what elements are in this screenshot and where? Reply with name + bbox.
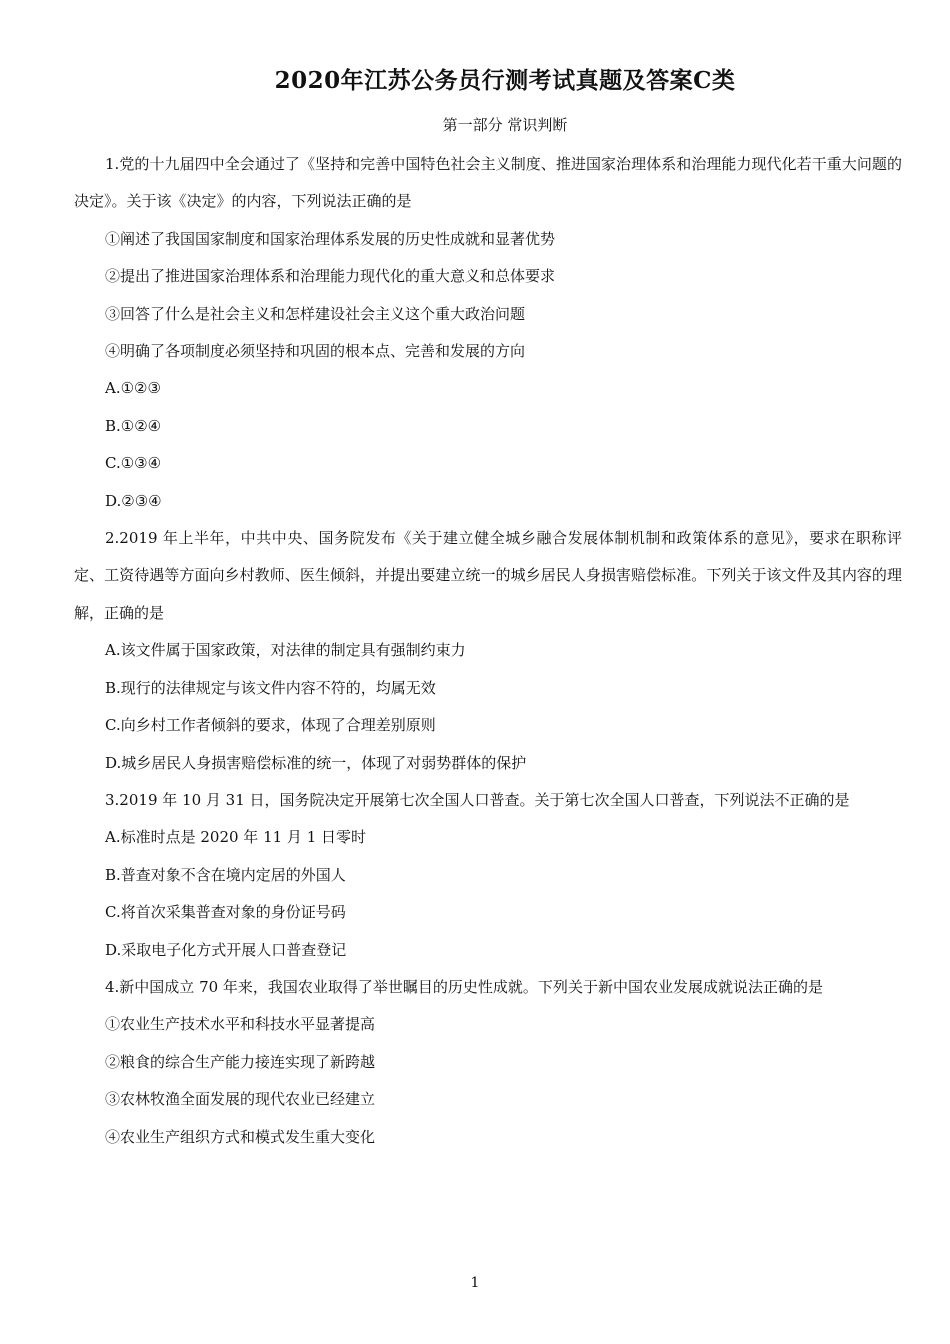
- document-body: [74, 146, 902, 1156]
- question-3-option-d: D.采取电子化方式开展人口普查登记: [105, 940, 347, 959]
- question-3-option-a: A.标准时点是 2020 年 11 月 1 日零时: [105, 828, 367, 847]
- question-1-option-c: C.①③④: [105, 454, 162, 473]
- page-number: 1: [470, 1275, 480, 1291]
- question-1-statement-4: ④明确了各项制度必须坚持和巩固的根本点、完善和发展的方向: [105, 342, 526, 361]
- question-4-statement-2: ②粮食的综合生产能力接连实现了新跨越: [105, 1052, 376, 1071]
- question-4-stem: 4.新中国成立 70 年来，我国农业取得了举世瞩目的历史性成就。下列关于新中国农业发展成就说法正确的是: [105, 977, 823, 996]
- question-2-option-d: D.城乡居民人身损害赔偿标准的统一，体现了对弱势群体的保护: [105, 753, 527, 772]
- question-1-statement-1: ①阐述了我国国家制度和国家治理体系发展的历史性成就和显著优势: [105, 229, 556, 248]
- question-1-option-b: B.①②④: [105, 416, 162, 435]
- question-1-option-a: A.①②③: [105, 379, 161, 398]
- section-heading: 第一部分 常识判断: [442, 116, 568, 134]
- question-1-statement-3: ③回答了什么是社会主义和怎样建设社会主义这个重大政治问题: [105, 304, 526, 323]
- question-3-stem: 3.2019 年 10 月 31 日，国务院决定开展第七次全国人口普查。关于第七次全国人口普查，下列说法不正确的是: [105, 790, 850, 809]
- question-2-option-a: A.该文件属于国家政策，对法律的制定具有强制约束力: [105, 641, 466, 660]
- question-2-option-c: C.向乡村工作者倾斜的要求，体现了合理差别原则: [105, 716, 436, 735]
- question-2-option-b: B.现行的法律规定与该文件内容不符的，均属无效: [105, 678, 436, 697]
- question-1-statement-2: ②提出了推进国家治理体系和治理能力现代化的重大意义和总体要求: [105, 267, 556, 286]
- question-2-stem: 2.2019 年上半年，中共中央、国务院发布《关于建立健全城乡融合发展体制机制和政策体系的意见》，要求在职称评定、工资待遇等方面向乡村教师、医生倾斜，并提出要建立统一的城乡居民人身损害赔偿标准。下列关于该文件及其内容的理解，正确的是: [74, 529, 902, 622]
- question-3-option-c: C.将首次采集普查对象的身份证号码: [105, 903, 346, 922]
- question-4-statement-1: ①农业生产技术水平和科技水平显著提高: [105, 1015, 376, 1034]
- question-4-statement-3: ③农林牧渔全面发展的现代农业已经建立: [105, 1090, 376, 1109]
- question-1-option-d: D.②③④: [105, 491, 162, 510]
- question-1-stem: 1.党的十九届四中全会通过了《坚持和完善中国特色社会主义制度、推进国家治理体系和治理能力现代化若干重大问题的决定》。关于该《决定》的内容，下列说法正确的是: [74, 155, 902, 211]
- question-3-option-b: B.普查对象不含在境内定居的外国人: [105, 865, 346, 884]
- question-4-statement-4: ④农业生产组织方式和模式发生重大变化: [105, 1127, 376, 1146]
- document-title: 2020年江苏公务员行测考试真题及答案C类: [274, 67, 736, 94]
